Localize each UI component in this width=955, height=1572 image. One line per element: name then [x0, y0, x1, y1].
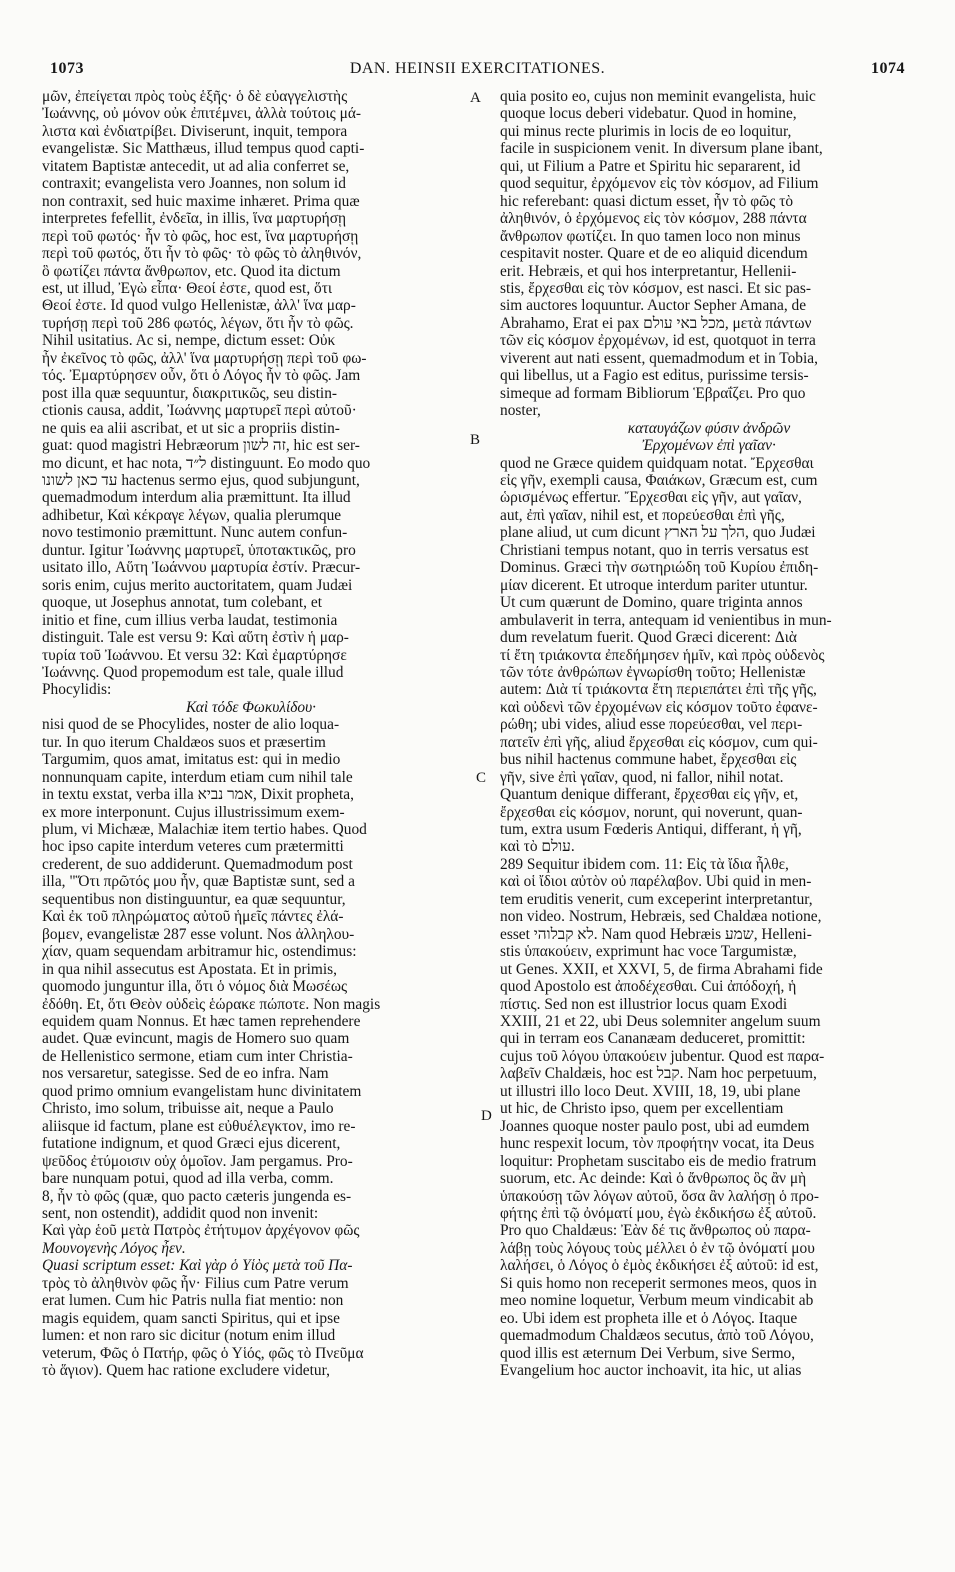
margin-letter: B [470, 432, 481, 448]
text-line: ὡρισμένως effertur. Ἔρχεσθαι εἰς γῆν, aut γαῖαν, [500, 489, 802, 507]
text-line: τῶν τότε ἀνθρώπων ἐγνωρίσθη τοῦτο; Hellenistæ [500, 663, 806, 681]
text-line: tur. In quo iterum Chaldæos suos et præsertim [42, 733, 326, 751]
text-line: suorum, etc. Ac deinde: Καὶ ὁ ἄνθρωπος ὃς ἂν μὴ [500, 1170, 807, 1188]
text-line: in textu exstat, verba illa אמר נביא, Dixit propheta, [42, 786, 354, 804]
text-line: stis ὑπακούειν, exprimunt hac voce Targumistæ, [500, 943, 797, 961]
text-line: tum, extra usum Fœderis Antiqui, differant, ἡ γῆ, [500, 821, 802, 839]
text-line: post illa quæ sequuntur, διακριτικῶς, seu distin- [42, 384, 338, 402]
page-number-left: 1073 [50, 60, 84, 77]
text-line: noster, [500, 402, 541, 420]
text-line: quod Apostolo est ἀποδέχεσθαι. Cui ἀπόδοχή, ἡ [500, 978, 797, 996]
text-line: hoc ipso capite interdum veteres cum prætermitti [42, 838, 344, 856]
text-line: βομεν, evangelistæ 287 esse volunt. Nos ἀλληλου- [42, 925, 355, 943]
text-line: de Hellenistico sermone, etiam cum inter Christia- [42, 1047, 353, 1065]
text-line: Quasi scriptum esset: Καὶ γὰρ ὁ Υἱὸς μετὰ τοῦ Πα- [42, 1257, 353, 1275]
right-text-column [500, 88, 918, 1448]
page-number-right: 1074 [871, 60, 905, 77]
text-line: XXIII, 21 et 22, ubi Deus solemniter angelum suum [500, 1013, 821, 1031]
text-line: sent, non ostendit), addidit quod non invenit: [42, 1205, 319, 1222]
text-line: nonnunquam capite, interdum etiam cum nihil tale [42, 768, 353, 786]
text-line: adhibetur, Καὶ κέκραγε λέγων, qualia plerumque [42, 506, 342, 524]
text-line: λιστα καὶ ἐνδιατρίβει. Diviserunt, inquit, tempora [42, 122, 348, 140]
text-line: quomodo junguntur illa, ὅτι ὁ νόμος διὰ Μωσέως [42, 978, 348, 996]
text-line: τός. Ἐμαρτύρησεν οὖν, ὅτι ὁ Λόγος ἦν τὸ φῶς. Jam [42, 367, 361, 385]
text-line: εἰς γῆν, exempli causa, Φαιάκων, Græcum est, cum [500, 471, 818, 489]
text-line: stis, ἔρχεσθαι εἰς τὸν κόσμον, est nasci. Et sic pas- [500, 279, 811, 297]
text-line: Phocylidis: [42, 681, 112, 699]
text-line: Pro quo Chaldæus: Ἐὰν δέ τις ἄνθρωπος οὐ παρα- [500, 1222, 811, 1240]
text-line: ne quis ea alii ascribat, et ut sic a propriis distin- [42, 419, 340, 437]
text-line: hunc respexit locum, τὸν προφήτην vocat, ita Deus [500, 1135, 815, 1153]
text-line: ὃ φωτίζει πάντα ἄνθρωπον, etc. Quod ita dictum [42, 262, 341, 280]
text-line: contraxit; evangelista vero Joannes, non solum id [42, 175, 346, 193]
text-line: guat: quod magistri Hebræorum זה לשון, hic est ser- [42, 437, 360, 455]
text-line: crederent, de suo addiderunt. Quemadmodum post [42, 855, 353, 873]
text-line: ὑπακούσῃ τῶν λόγων αὐτοῦ, ὅσα ἂν λαλήσῃ ὁ προ- [500, 1187, 819, 1205]
text-line: non video. Nostrum, Hebræis, sed Chaldæa notione, [500, 908, 822, 926]
text-line: quia posito eo, cujus non meminit evangelista, huic [500, 88, 816, 105]
text-line: futatione indignum, et quod Græci ejus dicerent, [42, 1135, 341, 1153]
text-line: sim auctores loquuntur. Auctor Sepher Amana, de [500, 297, 807, 315]
text-line: Abrahamo, Erat ei pax מכל באי עולם, μετὰ πάντων [500, 314, 812, 332]
text-line: initio et fine, cum illius verba laudat, testimonia [42, 611, 338, 629]
running-title: DAN. HEINSII EXERCITATIONES. [349, 60, 606, 77]
text-line: Ut cum quærunt de Domino, quare triginta annos [500, 594, 803, 612]
text-line: aut, ἐπὶ γαῖαν, nihil est, et πορεύεσθαι ἐπὶ γῆς, [500, 506, 785, 524]
text-line: erat lumen. Cum hic Patris nulla fiat mentio: non [42, 1292, 344, 1310]
text-line: equidem quam Nonnus. Et hæc tamen reprehendere [42, 1013, 361, 1031]
text-line: est, ut illud, Ἐγὼ εἶπα· Θεοί ἐστε, quod est, ὅτι [42, 279, 333, 297]
left-text-column [42, 88, 460, 1448]
text-line: μῶν, ἐπείγεται πρὸς τοὺς ἑξῆς· ὁ δὲ εὐαγγελιστὴς [42, 88, 348, 105]
text-line: duntur. Igitur Ἰωάννης μαρτυρεῖ, ὑποτακτικῶς, pro [42, 541, 356, 559]
text-line: nisi quod de se Phocylides, noster de alio loqua- [42, 716, 340, 734]
text-line: Ἰωάννης. Quod propemodum est tale, quale illud [42, 663, 344, 681]
text-line: tem eruditis venerit, cum exceperint interpretantur, [500, 890, 813, 908]
text-line: facile in suspicionem venit. In diversum plane ibant, [500, 140, 823, 158]
text-line: ex more interponunt. Cujus illustrissimum exem- [42, 803, 345, 821]
text-line: in qua nihil assecutus est Apostata. Et in primis, [42, 960, 337, 978]
text-line: quoque locus deberi videbatur. Quod in homine, [500, 105, 797, 123]
margin-letter: D [481, 1108, 492, 1124]
text-line: cujus τοῦ λόγου ὑπακούειν jubentur. Quod est παρα- [500, 1047, 825, 1065]
text-line: novo testimonio præmittunt. Nunc autem confun- [42, 524, 348, 542]
text-line: Joannes quoque noster paulo post, ubi ad eumdem [500, 1117, 810, 1135]
text-line: Θεοί ἐστε. Id quod vulgo Hellenistæ, ἀλλ' ἵνα μαρ- [42, 297, 356, 315]
text-line: quod ne Græce quidem quidquam notat. Ἔρχεσθαι [500, 454, 814, 472]
text-line: viverent aut nati essent, quemadmodum et in Tobia, [500, 349, 818, 367]
text-line: λάβῃ τοὺς λόγους τοὺς μέλλει ὁ ἐν τῷ ὀνόματί μου [500, 1239, 815, 1257]
text-line: γῆν, sive ἐπὶ γαῖαν, quod, ni fallor, nihil notat. [500, 768, 784, 786]
text-line: qui minus recte plurimis in locis de eo loquitur, [500, 122, 792, 140]
text-line: καταυγάζων φύσιν ἀνδρῶν [627, 419, 791, 437]
text-line: ἔρχεσθαι εἰς κόσμον, norunt, qui noverunt, quan- [500, 803, 803, 821]
text-line: dum revelatum fuerit. Quod Græci dicerent: Διὰ [500, 629, 797, 647]
text-line: πατεῖν ἐπὶ γῆς, aliud ἔρχεσθαι εἰς κόσμον, cum qui- [500, 733, 818, 751]
text-line: καὶ τὸ עולם. [500, 838, 575, 856]
text-line: ρώθη; ubi vides, aliud esse πορεύεσθαι, vel περι- [500, 716, 803, 734]
text-line: plane aliud, ut cum dicunt הלך על הארץ, quo Judæi [500, 524, 816, 542]
text-line: interpretes fefellit, ἐνδεῖα, in illis, ἵνα μαρτυρήσῃ [42, 210, 347, 228]
text-line: veterum, Φῶς ὁ Πατήρ, φῶς ὁ Υἱός, φῶς τὸ Πνεῦμα [42, 1344, 364, 1362]
text-line: illa, "Ὅτι πρῶτός μου ἦν, quæ Baptistæ sunt, sed a [42, 873, 355, 891]
text-line: vitatem Baptistæ antecedit, ut ad alia conferret se, [42, 157, 350, 175]
text-line: ut Genes. XXII, et XXVI, 5, de firma Abrahami fide [500, 960, 823, 978]
text-line: cespitavit noster. Quare et de eo aliquid dicendum [500, 245, 808, 263]
text-line: Καὶ γὰρ ἑοῦ μετὰ Πατρὸς ἐτήτυμον ἀρχέγονον φῶς [42, 1222, 360, 1240]
text-line: πίστις. Sed non est illustrior locus quam Exodi [500, 995, 788, 1013]
text-line: Ἰωάννης, οὐ μόνον οὐκ ἐπιτέμνει, ἀλλὰ τούτοις μά- [42, 105, 362, 123]
text-line: τρὸς τὸ ἀληθινὸν φῶς ἦν· Filius cum Patre verum [42, 1274, 349, 1292]
text-line: ambulaverit in terra, antequam id venientibus in mun- [500, 611, 832, 629]
text-line: loquitur: Prophetam suscitabo eis de medio fratrum [500, 1152, 817, 1170]
text-line: esset לא קבלוהי. Nam quod Hebræis שמע, Helleni- [500, 925, 812, 943]
text-line: Si quis homo non receperit sermones meos, quos in [500, 1274, 817, 1292]
text-line: bare nunquam potui, quod ad illa verba, comm. [42, 1170, 334, 1188]
text-line: aliisque id factum, plane est εὐθυέλεγκτον, imo re- [42, 1117, 356, 1135]
text-line: magis equidem, quam sancti Spiritus, qui et ipse [42, 1309, 340, 1327]
text-line: sequentibus non distinguuntur, ea quæ sequuntur, [42, 890, 346, 908]
text-line: Dominus. Græci τὴν σωτηριώδη τοῦ Κυρίου ἐπιδη- [500, 559, 819, 577]
text-line: qui, ut Filium a Patre et Spiritu hic separarent, id [500, 157, 801, 175]
text-line: Evangelium hoc auctor inchoavit, ita hic, ut alias [500, 1362, 802, 1380]
page-header [50, 60, 905, 86]
text-line: עד כאן לשונו hactenus sermo ejus, quod subjungunt, [42, 471, 360, 489]
text-line: qui in terram eos Cananæam deduceret, promittit: [500, 1030, 806, 1048]
text-line: quod illis est æternum Dei Verbum, sive Sermo, [500, 1344, 796, 1362]
text-line: λαλήσει, ὁ Λόγος ὁ ἐμὸς ἐκδικήσει ἐξ αὐτοῦ: id est, [500, 1257, 819, 1275]
margin-letter: C [476, 770, 487, 786]
text-line: bus nihil hactenus commune habet, ἔρχεσθαι εἰς [500, 751, 797, 769]
text-line: quod primo omnium evangelistam hunc divinitatem [42, 1082, 362, 1100]
text-line: audet. Quæ evincunt, magis de Homero suo quam [42, 1030, 350, 1048]
text-line: ἦν ἐκεῖνος τὸ φῶς, ἀλλ' ἵνα μαρτυρήσῃ περὶ τοῦ φω- [42, 349, 367, 367]
text-line: χίαν, quam sequendam arbitramur hic, ostendimus: [42, 943, 357, 961]
text-line: lumen: et non raro sic dicitur (notum enim illud [42, 1327, 336, 1345]
text-line: simeque ad formam Bibliorum Ἑβραΐζει. Pro quo [500, 384, 806, 402]
text-line: distinguit. Tale est versu 9: Καὶ αὕτη ἐστὶν ἡ μαρ- [42, 629, 349, 647]
text-line: ἄνθρωπον φωτίζει. In quo tamen loco non minus [500, 227, 801, 245]
text-line: quemadmodum Chaldæos secutus, ἀπὸ τοῦ Λόγου, [500, 1327, 814, 1345]
text-line: Quantum denique differant, ἔρχεσθαι εἰς γῆν, et, [500, 786, 799, 804]
text-line: Μουνογενὴς Λόγος ἦεν. [42, 1239, 186, 1257]
text-line: soris enim, cujus merito auctoritatem, quam Judæi [42, 576, 353, 594]
text-line: quod sequitur, ἐρχόμενον εἰς τὸν κόσμον, ad Filium [500, 175, 819, 193]
text-line: mo dicunt, et hac nota, ל״ד distinguunt. Eo modo quo [42, 454, 371, 472]
text-line: eo. Ubi idem est propheta ille et ὁ Λόγος. Itaque [500, 1309, 798, 1327]
text-line: καὶ οἱ ἴδιοι αὐτὸν οὐ παρέλαβον. Ubi quid in men- [500, 873, 812, 891]
text-line: hic referebant: quasi dictum esset, ἦν τὸ φῶς τὸ [500, 192, 794, 210]
text-line: quemadmodum interdum alia præmittunt. Ita illud [42, 489, 351, 507]
text-line: τὸ ἅγιον). Quem hac ratione excludere videtur, [42, 1362, 330, 1380]
text-line: φήτης ἐπὶ τῷ ὀνόματί μου, ἐγὼ ἐκδικήσω ἐξ αὐτοῦ. [500, 1205, 817, 1222]
text-line: ctionis causa, addit, Ἰωάννης μαρτυρεῖ περὶ αὐτοῦ· [42, 402, 357, 420]
text-line: Καὶ ἐκ τοῦ πληρώματος αὐτοῦ ἡμεῖς πάντες ἐλά- [42, 908, 344, 926]
text-line: Ἐρχομένων ἐπὶ γαῖαν· [642, 437, 776, 455]
text-line: non contraxit, sed huic maxime inhæret. Prima quæ [42, 192, 360, 210]
text-line: λαβεῖν Chaldæis, hoc est קבל. Nam hoc perpetuum, [500, 1065, 817, 1083]
text-line: Targumim, quos amat, imitatus est: qui in medio [42, 751, 341, 769]
text-line: meo nomine loquetur, Verbum meum vindicabit ab [500, 1292, 814, 1310]
text-line: τί ἔτη τριάκοντα ἐπεδήμησεν ἡμῖν, καὶ πρὸς οὐδενὸς [500, 646, 825, 664]
text-line: ἐδόθη. Et, ὅτι Θεὸν οὐδεὶς ἑώρακε πώποτε. Non magis [42, 995, 381, 1013]
text-line: περὶ τοῦ φωτός, ὅτι ἦν τὸ φῶς· τὸ φῶς τὸ ἀληθινόν, [42, 245, 362, 263]
text-line: περὶ τοῦ φωτός· ἦν τὸ φῶς, hoc est, ἵνα μαρτυρήσῃ [42, 227, 359, 245]
text-line: 289 Sequitur ibidem com. 11: Εἰς τὰ ἴδια ἦλθε, [500, 855, 789, 873]
text-line: nos versaretur, sategisse. Sed de eo infra. Nam [42, 1065, 329, 1083]
text-line: ut hic, de Christo ipso, quem per excellentiam [500, 1100, 784, 1118]
text-line: Καὶ τόδε Φωκυλίδου· [185, 698, 317, 716]
text-line: 8, ἦν τὸ φῶς (quæ, quo pacto cæteris jungenda es- [42, 1187, 352, 1205]
text-line: καὶ οὐδενὶ τῶν ἐρχομένων εἰς κόσμον τοῦτο ἐφανε- [500, 698, 818, 716]
text-line: ἀληθινόν, ὁ ἐρχόμενος εἰς τὸν κόσμον, 288 πάντα [500, 210, 807, 228]
text-line: Christo, imo solum, tribuisse ait, neque a Paulo [42, 1100, 334, 1118]
text-line: Nihil usitatius. Ac si, nempe, dictum esset: Οὐκ [42, 332, 336, 350]
text-line: quoque, ut Josephus annotat, tum colebant, et [42, 594, 322, 612]
text-line: τυρία τοῦ Ἰωάννου. Et versu 32: Καὶ ἐμαρτύρησε [42, 646, 347, 664]
text-line: τῶν εἰς κόσμον ἐρχομένων, id est, quotquot in terra [500, 332, 816, 350]
text-line: qui libellus, ut a Fagio est editus, purissime tersis- [500, 367, 809, 385]
text-line: τυρήσῃ περὶ τοῦ 286 φωτός, λέγων, ὅτι ἦν τὸ φῶς. [42, 314, 354, 332]
text-line: ut illustri illo loco Deut. XVIII, 18, 19, ubi plane [500, 1082, 801, 1100]
text-line: usitato illo, Αὕτη Ἰωάννου μαρτυρία ἐστίν. Præcur- [42, 559, 361, 577]
text-line: ψεῦδος ἐτύμοισιν οὐχ ὁμοῖον. Jam pergamus. Pro- [42, 1152, 353, 1170]
text-line: erit. Hebræis, et qui hos interpretantur, Hellenii- [500, 262, 797, 280]
text-line: autem: Διὰ τί τριάκοντα ἔτη περιεπάτει ἐπὶ τῆς γῆς, [500, 681, 817, 699]
text-line: μίαν dicerent. Et utroque interdum pariter utuntur. [500, 576, 808, 594]
text-line: Christiani tempus notant, quo in terris versatus est [500, 541, 809, 559]
text-line: plum, vi Michææ, Malachiæ item tertio habes. Quod [42, 821, 367, 839]
margin-letter: A [470, 90, 481, 106]
text-line: evangelistæ. Sic Matthæus, illud tempus quod capti- [42, 140, 365, 158]
